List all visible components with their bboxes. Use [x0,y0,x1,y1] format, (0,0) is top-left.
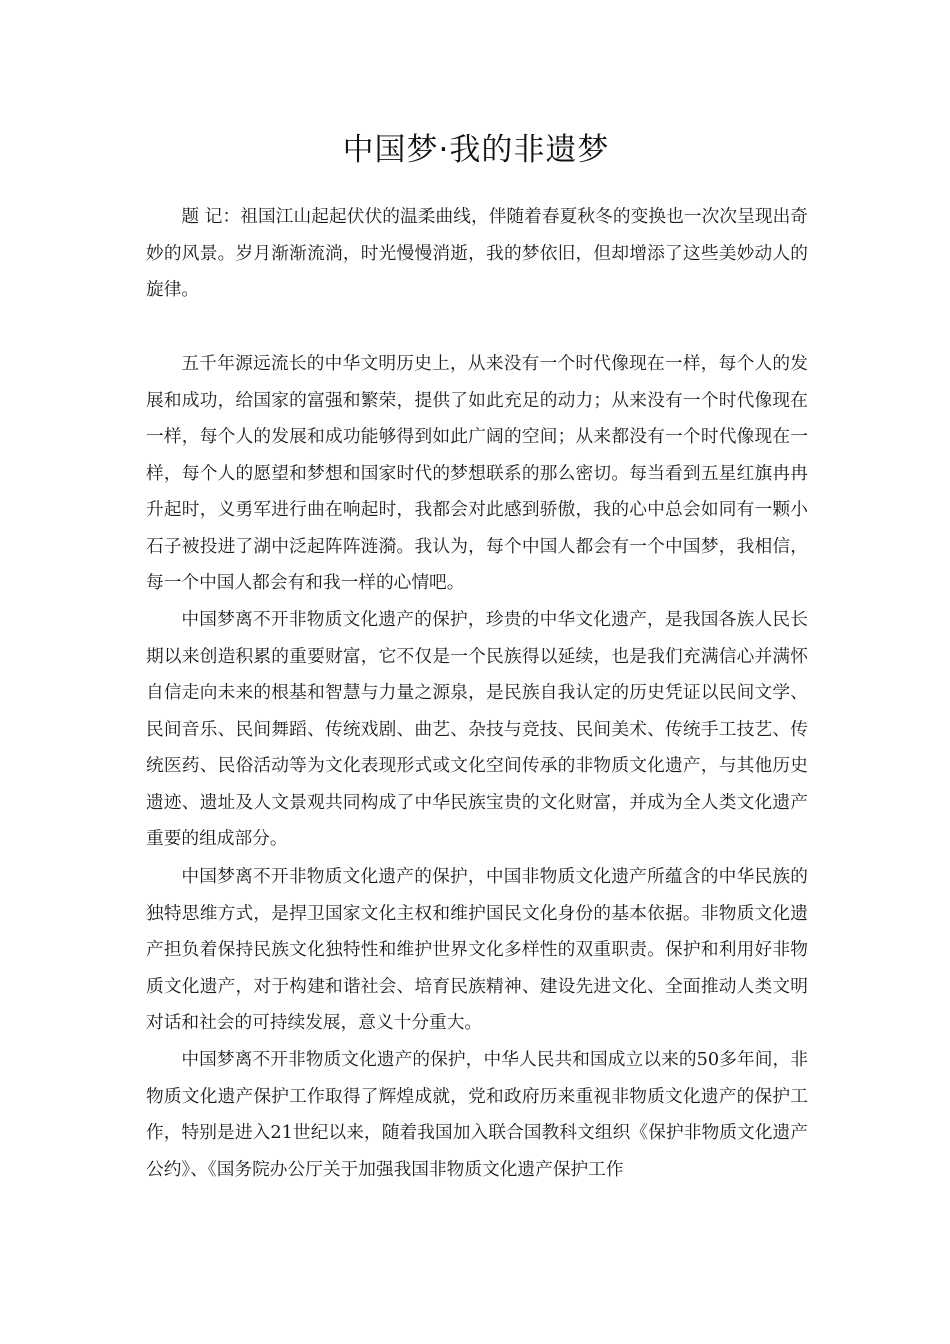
document-title: 中国梦·我的非遗梦 [342,132,610,168]
body-paragraph-3: 中国梦离不开非物质文化遗产的保护，中国非物质文化遗产所蕴含的中华民族的独特思维方式，是捍卫国家文化主权和维护国民文化身份的基本依据。非物质文化遗产担负着保持民族文化独特性和维护世界文化多样性的双重职责。保护和利用好非物质文化遗产，对于构建和谐社会、培育民族精神、建设先进文化、全面推动人类文明对话和社会的可持续发展，意义十分重大。 [146,867,808,1033]
body-paragraph-4: 中国梦离不开非物质文化遗产的保护，中华人民共和国成立以来的50多年间，非物质文化遗产保护工作取得了辉煌成就，党和政府历来重视非物质文化遗产的保护工作，特别是进入21世纪以来，随着我国加入联合国教科文组织《保护非物质文化遗产公约》、《国务院办公厅关于加强我国非物质文化遗产保护工作 [146,1050,808,1180]
body-paragraph-1: 五千年源远流长的中华文明历史上，从来没有一个时代像现在一样，每个人的发展和成功，给国家的富强和繁荣，提供了如此充足的动力；从来没有一个时代像现在一样，每个人的发展和成功能够得到如此广阔的空间；从来都没有一个时代像现在一样，每个人的愿望和梦想和国家时代的梦想联系的那么密切。每当看到五星红旗冉冉升起时，义勇军进行曲在响起时，我都会对此感到骄傲，我的心中总会如同有一颗小石子被投进了湖中泛起阵阵涟漪。我认为，每个中国人都会有一个中国梦，我相信，每一个中国人都会有和我一样的心情吧。 [146,354,808,593]
body-paragraph-2: 中国梦离不开非物质文化遗产的保护，珍贵的中华文化遗产，是我国各族人民长期以来创造积累的重要财富，它不仅是一个民族得以延续，也是我们充满信心并满怀自信走向未来的根基和智慧与力量之源泉，是民族自我认定的历史凭证以民间文学、民间音乐、民间舞蹈、传统戏剧、曲艺、杂技与竞技、民间美术、传统手工技艺、传统医药、民俗活动等为文化表现形式或文化空间传承的非物质文化遗产，与其他历史遗迹、遗址及人文景观共同构成了中华民族宝贵的文化财富，并成为全人类文化遗产重要的组成部分。 [146,610,808,849]
preface-paragraph: 题 记：祖国江山起起伏伏的温柔曲线，伴随着春夏秋冬的变换也一次次呈现出奇妙的风景。岁月渐渐流淌，时光慢慢消逝，我的梦依旧，但却增添了这些美妙动人的旋律。 [146,207,808,300]
